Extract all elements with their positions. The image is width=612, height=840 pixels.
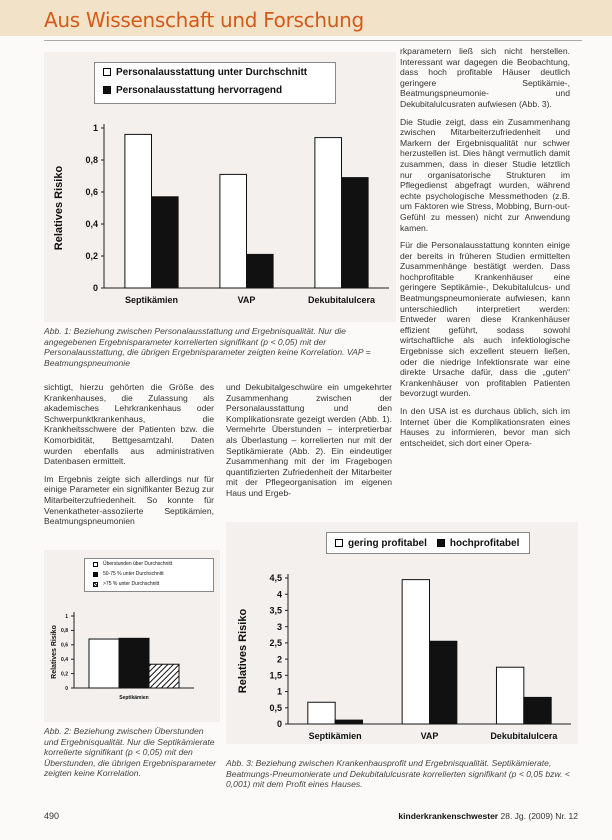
y-tick-label: 1 (276, 686, 282, 697)
y-tick-label: 0 (65, 685, 68, 692)
y-tick-label: 0,6 (61, 642, 68, 649)
figure-2-caption: Abb. 2: Beziehung zwischen Überstunden und Ergebnisqualität. Nur die Septikämierate korrelierte signifikant (p < 0,05) mit den Überstunden, die übrigen Ergebnisparameter zeigten keine Korrelation. (44, 726, 216, 779)
journal-name: kinderkrankenschwester (398, 811, 499, 821)
y-axis-label: Relatives Risiko (51, 625, 58, 679)
figure-2-chart (44, 550, 220, 722)
figure-1-caption: Abb. 1: Beziehung zwischen Personalausstattung und Ergebnisqualität. Nur die angegebenen Ergebnisparameter korrelierten signifikant (p < 0,05) mit der Personalausstattung, die übrigen Ergebnisparameter zeigten keine Korrelation. VAP = Beatmungspneumonie (44, 326, 371, 368)
y-tick-label: 4,5 (269, 573, 282, 584)
y-tick-label: 0,5 (269, 702, 282, 713)
legend-label: >75 % unter Durchschnitt (103, 581, 160, 587)
x-tick-label: Septikämien (308, 731, 362, 741)
right-column-top (400, 46, 570, 455)
y-tick-label: 2 (276, 654, 282, 665)
y-tick-label: 1 (92, 123, 98, 134)
bar (119, 638, 149, 688)
bar (342, 178, 369, 288)
y-tick-label: 0,8 (85, 155, 98, 166)
y-tick-label: 1,5 (269, 670, 282, 681)
bar (335, 720, 362, 724)
bar (247, 254, 274, 288)
figure-3-caption: Abb. 3: Beziehung zwischen Krankenhausprofit und Ergebnisqualität. Septikämierate, Beatmungs-Pneumonierate und Dekubitalulcusrate korrelierten signifikant (p < 0,05 bzw. < 0,001) mit dem Profit eines Hauses. (226, 758, 570, 790)
paragraph: sichtigt, hierzu gehörten die Größe des Krankenhauses, die Zulassung als akademisches Lehrkrankenhaus oder Schwerpunktkrankenhaus, die Krankheitsschwere der Patienten bzw. die Komorbidität, Bettgesamtzahl. Daten wurden ebenfalls aus administrativen Datenbasen ermittelt. (44, 382, 214, 467)
y-tick-label: 3 (276, 621, 282, 632)
x-tick-label: Dekubitalulcera (490, 731, 558, 741)
bar (89, 639, 119, 688)
section-title: Aus Wissenschaft und Forschung (44, 8, 364, 32)
paragraph: und Dekubitalgeschwüre ein umgekehrter Zusammenhang zwischen der Personalausstattung und den Komplikationsrate gezeigt werden (Abb. 1). Vermehrte Überstunden – interpretierbar als Überlastung – korrelierten nur mit der Septikämierate (Abb. 2). Ein eindeutiger Zusammenhang mit der im Fragebogen quantifizierten Zufriedenheit der Mitarbeiter mit der Pflegeorganisation im eigenen Haus und Ergeb- (226, 382, 392, 498)
legend-label: 50-75 % unter Durchschnitt (103, 571, 164, 577)
legend-label: Überstunden über Durchschnitt (103, 561, 173, 567)
y-tick-label: 0,2 (85, 251, 98, 262)
legend-label: gering profitabel (348, 537, 427, 549)
y-axis-label: Relatives Risiko (237, 608, 249, 694)
bar (315, 138, 342, 288)
bar (308, 702, 335, 724)
header-rule (44, 40, 582, 41)
paragraph: In den USA ist es durchaus üblich, sich im Internet über die Komplikationsraten eines Hauses zu informieren, bevor man sich entscheidet, sich dort einer Opera- (400, 406, 570, 448)
legend-label: hochprofitabel (449, 537, 520, 549)
bar (402, 580, 429, 724)
bar (496, 667, 523, 724)
bar (524, 697, 551, 724)
paragraph: Im Ergebnis zeigte sich allerdings nur für einige Parameter ein signifikanter Bezug zur Mitarbeiterzufriedenheit. So konnte für Venenkatheter-assoziierte Septikämien, Beatmungspneumonien (44, 473, 214, 527)
figure-1-chart (44, 52, 396, 322)
bar (152, 197, 179, 288)
x-tick-label: Septikämien (124, 295, 179, 305)
journal-issue: 28. Jg. (2009) Nr. 12 (500, 811, 578, 821)
bar (149, 664, 179, 688)
x-tick-label: VAP (420, 731, 439, 741)
bar (125, 134, 152, 288)
x-tick-label: Septikämien (119, 695, 149, 701)
section-header (0, 0, 612, 36)
x-tick-label: Dekubitalulcera (307, 295, 376, 305)
paragraph: rkparametern ließ sich nicht herstellen. Interessant war dagegen die Beobachtung, dass hoch profitable Häuser deutlich geringere Septikämie-, Beatmungspneumonie- und Dekubitalulcusraten aufwiesen (Abb. 3). (400, 46, 570, 109)
y-tick-label: 0,8 (61, 628, 68, 635)
figure-1 (44, 52, 396, 322)
y-tick-label: 2,5 (269, 638, 282, 649)
legend-label: Personalausstattung hervorragend (116, 84, 283, 96)
bar (430, 641, 457, 724)
page-number: 490 (44, 811, 60, 821)
figure-3-chart (226, 522, 578, 744)
figure-3 (226, 522, 578, 744)
y-tick-label: 0 (92, 283, 98, 294)
middle-column-mid (226, 382, 392, 506)
y-tick-label: 1 (65, 613, 68, 620)
y-tick-label: 4 (276, 589, 282, 600)
y-tick-label: 0,6 (85, 187, 98, 198)
bar (220, 174, 247, 288)
journal-footer (398, 811, 578, 821)
y-tick-label: 0,2 (61, 671, 68, 678)
y-tick-label: 3,5 (269, 605, 282, 616)
figure-2 (44, 550, 220, 722)
y-tick-label: 0,4 (61, 656, 68, 663)
y-tick-label: 0 (276, 719, 282, 730)
paragraph: Für die Personalausstattung konnten einige der bereits in früheren Studien ermittelten Zusammenhänge bestätigt werden. Dass hochprofitable Krankenhäuser eine geringere Septikämie-, Dekubitalulcus- und Beatmungspneumonierate aufwiesen, kann unterschiedlich interpretiert werden: Entweder waren diese Krankenhäuser effizient geführt, sodass sowohl wirtschaftliche als auch infektiologische Ergebnisse sich exzellent steuern ließen, oder die niedrige Infektionsrate war eine direkte Ursache dafür, dass die „guten“ Krankenhäuser von profitablen Patienten bevorzugt wurden. (400, 240, 570, 399)
left-column-mid (44, 382, 214, 534)
x-tick-label: VAP (237, 295, 256, 305)
y-axis-label: Relatives Risiko (53, 165, 65, 251)
y-tick-label: 0,4 (85, 219, 98, 230)
legend-label: Personalausstattung unter Durchschnitt (116, 66, 308, 78)
paragraph: Die Studie zeigt, dass ein Zusammenhang zwischen Mitarbeiterzufriedenheit und Markern der Ergebnisqualität nur schwer herzustellen ist. Dies hängt vermutlich damit zusammen, dass in dieser Studie letztlich nur organisatorische Strukturen im Pflegedienst abgefragt wurden, während echte psychologische Messmethoden (z.B. um Faktoren wie Stress, Mobbing, Burn-out-Gefühl zu messen) nicht zur Anwendung kamen. (400, 116, 570, 233)
